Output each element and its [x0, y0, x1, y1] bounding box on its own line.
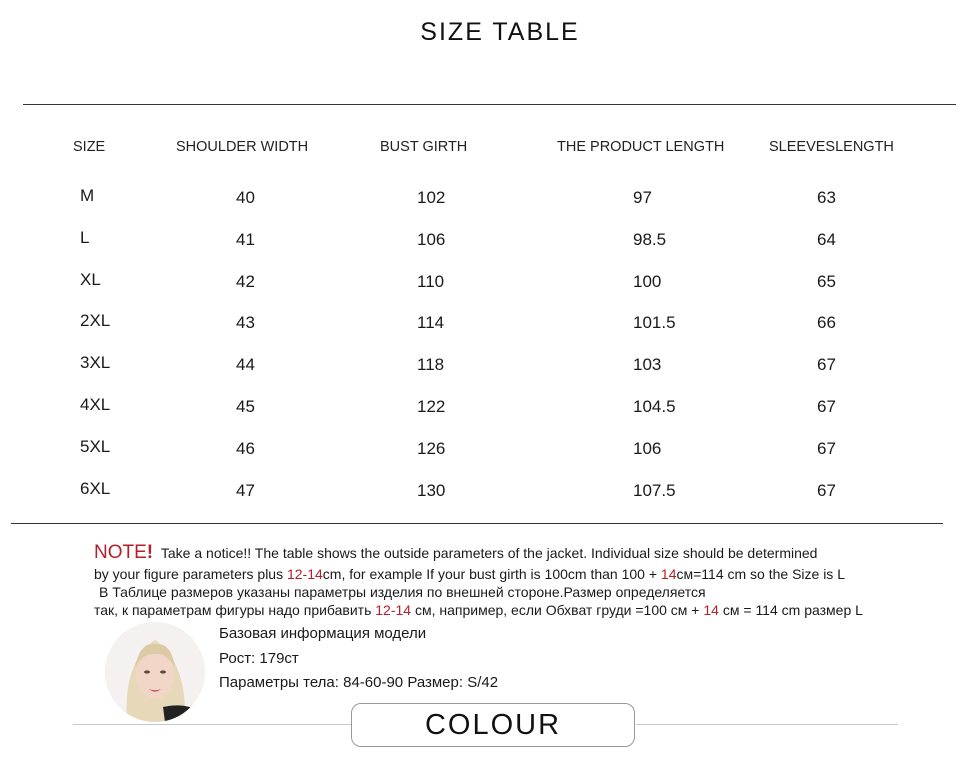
- note-text-4c: см, например, если Обхват груди =100 см +: [411, 602, 704, 618]
- cell-shoulder-width: 41: [236, 230, 255, 249]
- cell-bust-girth: 126: [417, 439, 446, 458]
- cell-sleeves-length: 65: [817, 272, 836, 291]
- cell-size: M: [80, 186, 95, 205]
- note-text-4e: см = 114 cm размер L: [718, 602, 863, 618]
- cell-sleeves-length: 67: [817, 481, 836, 500]
- cell-bust-girth: 102: [417, 188, 446, 207]
- model-info-heading: Базовая информация модели: [219, 625, 427, 642]
- note-line-4: [94, 601, 863, 619]
- cell-bust-girth: 122: [417, 397, 446, 416]
- cell-bust-girth: 130: [417, 481, 446, 500]
- cell-product-length: 103: [633, 355, 662, 374]
- colour-button[interactable]: COLOUR: [351, 703, 635, 747]
- model-body-params: Параметры тела: 84-60-90 Размер: S/42: [219, 674, 499, 691]
- cell-shoulder-width: 42: [236, 272, 255, 291]
- note-text-2c: cm, for example If your bust girth is 100cm than 100 +: [322, 566, 661, 582]
- cell-shoulder-width: 40: [236, 188, 255, 207]
- cell-size: 5XL: [80, 437, 111, 456]
- top-divider: [23, 104, 956, 105]
- cell-product-length: 98.5: [633, 230, 667, 249]
- note-line-3: [99, 583, 706, 601]
- cell-shoulder-width: 44: [236, 355, 255, 374]
- note-text-1: Take a notice!! The table shows the outside parameters of the jacket. Individual size should be determined: [160, 545, 818, 561]
- cell-sleeves-length: 64: [817, 230, 836, 249]
- note-highlight-range-ru: 12-14: [375, 602, 412, 618]
- model-avatar: [105, 622, 205, 722]
- note-text-3: В Таблице размеров указаны параметры изделия по внешней стороне.Размер определяется: [99, 584, 706, 600]
- cell-product-length: 104.5: [633, 397, 676, 416]
- cell-product-length: 107.5: [633, 481, 676, 500]
- cell-bust-girth: 110: [417, 272, 445, 291]
- cell-size: 4XL: [80, 395, 111, 414]
- header-shoulder-width: SHOULDER WIDTH: [176, 139, 309, 155]
- cell-product-length: 97: [633, 188, 652, 207]
- cell-shoulder-width: 47: [236, 481, 255, 500]
- colour-divider-right: [636, 724, 898, 725]
- cell-sleeves-length: 67: [817, 355, 836, 374]
- cell-size: 3XL: [80, 353, 111, 372]
- cell-sleeves-length: 67: [817, 439, 836, 458]
- note-highlight-value-ru: 14: [703, 602, 719, 618]
- note-line-1: [94, 544, 817, 562]
- colour-divider-left: [73, 724, 351, 725]
- note-text-2a: by your figure parameters plus: [94, 566, 287, 582]
- cell-size: L: [80, 228, 90, 247]
- cell-product-length: 106: [633, 439, 662, 458]
- model-portrait-icon: [105, 622, 205, 722]
- note-label: NOTE: [94, 542, 147, 563]
- note-line-2: [94, 565, 845, 583]
- page-title: SIZE TABLE: [420, 18, 580, 46]
- cell-product-length: 100: [633, 272, 662, 291]
- cell-size: 6XL: [80, 479, 111, 498]
- cell-shoulder-width: 43: [236, 313, 255, 332]
- cell-bust-girth: 106: [417, 230, 446, 249]
- header-sleeves-length: SLEEVESLENGTH: [769, 139, 894, 155]
- cell-product-length: 101.5: [633, 313, 676, 332]
- cell-bust-girth: 118: [417, 355, 445, 374]
- header-bust-girth: BUST GIRTH: [380, 139, 468, 155]
- header-size: SIZE: [73, 139, 106, 155]
- model-height: Рост: 179ст: [219, 650, 299, 667]
- cell-size: 2XL: [80, 311, 111, 330]
- cell-size: XL: [80, 270, 101, 289]
- note-text-2e: см=114 cm so the Size is L: [676, 566, 845, 582]
- cell-shoulder-width: 46: [236, 439, 255, 458]
- note-highlight-range: 12-14: [286, 566, 323, 582]
- bottom-divider: [11, 523, 943, 524]
- note-text-4a: так, к параметрам фигуры надо прибавить: [94, 602, 376, 618]
- cell-sleeves-length: 67: [817, 397, 836, 416]
- header-product-length: THE PRODUCT LENGTH: [557, 139, 725, 155]
- cell-shoulder-width: 45: [236, 397, 255, 416]
- cell-bust-girth: 114: [417, 313, 445, 332]
- note-exclaim: !: [146, 542, 154, 563]
- cell-sleeves-length: 63: [817, 188, 836, 207]
- cell-sleeves-length: 66: [817, 313, 836, 332]
- note-highlight-value: 14: [660, 566, 677, 582]
